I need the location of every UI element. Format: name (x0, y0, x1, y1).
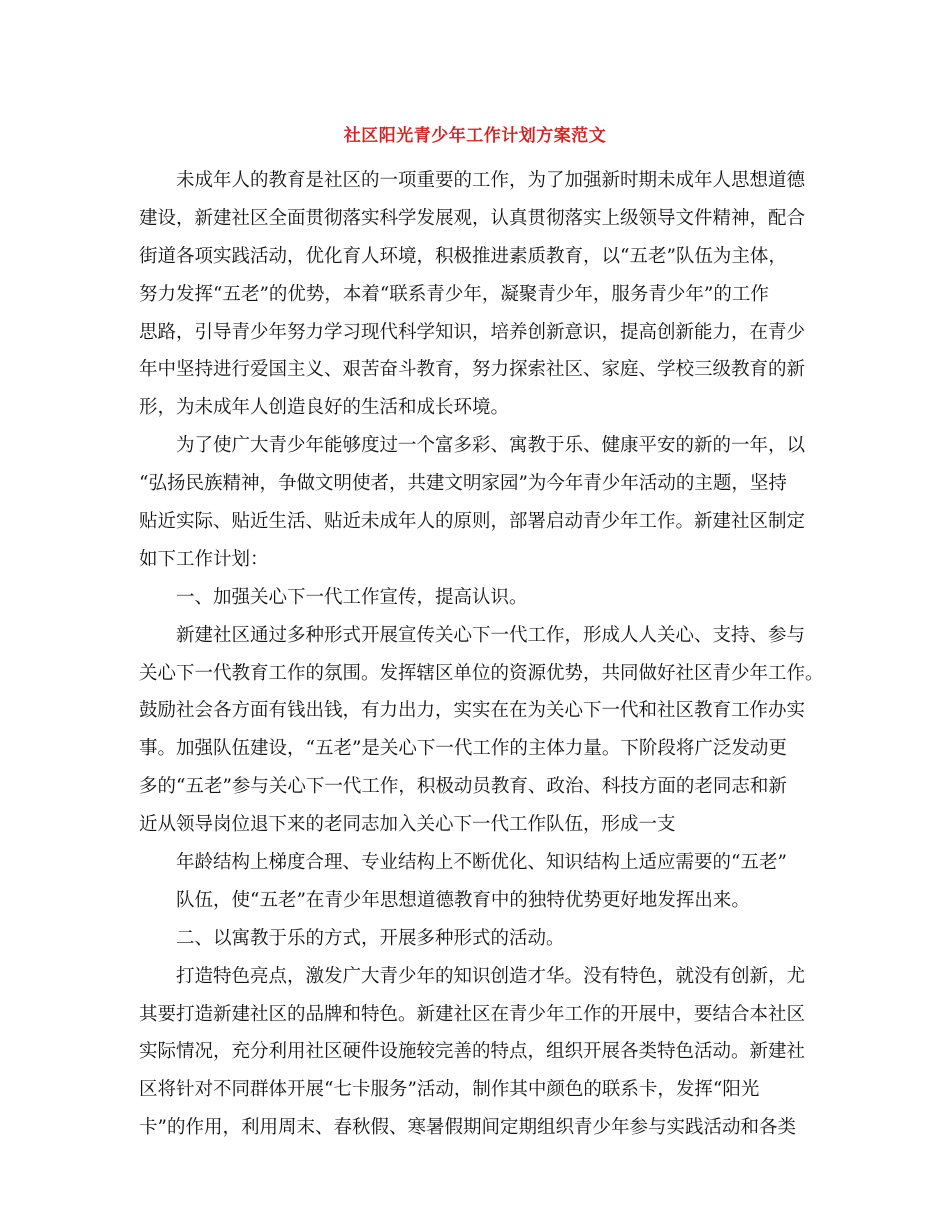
text-line: 未成年人的教育是社区的一项重要的工作，为了加强新时期未成年人思想道德 (176, 170, 806, 191)
text-line: 新建社区通过多种形式开展宣传关心下一代工作，形成人人关心、支持、参与 (176, 624, 806, 646)
text-line: 努力发挥“五老”的优势，本着“联系青少年，凝聚青少年，服务青少年”的工作 (139, 283, 769, 305)
text-line: 多的“五老”参与关心下一代工作，积极动员教育、政治、科技方面的老同志和新 (139, 776, 787, 798)
text-line: 建设，新建社区全面贯彻落实科学发展观，认真贯彻落实上级领导文件精神，配合 (139, 207, 806, 229)
text-line: 年龄结构上梯度合理、专业结构上不断优化、知识结构上适应需要的“五老” (176, 852, 787, 874)
text-line: 为了使广大青少年能够度过一个富多彩、寓教于乐、健康平安的新的一年，以 (176, 435, 806, 457)
text-line: “弘扬民族精神，争做文明使者，共建文明家园”为今年青少年活动的主题，坚持 (139, 473, 787, 495)
text-line: 街道各项实践活动，优化育人环境，积极推进素质教育，以“五老”队伍为主体， (139, 245, 787, 267)
text-line: 思路，引导青少年努力学习现代科学知识，培养创新意识，提高创新能力，在青少 (139, 321, 806, 343)
text-line: 事。加强队伍建设，“五老”是关心下一代工作的主体力量。下阶段将广泛发动更 (139, 738, 787, 760)
text-line: 卡”的作用，利用周末、春秋假、寒暑假期间定期组织青少年参与实践活动和各类 (139, 1117, 796, 1139)
text-line: 打造特色亮点，激发广大青少年的知识创造才华。没有特色，就没有创新，尤 (176, 965, 806, 987)
text-line: 鼓励社会各方面有钱出钱，有力出力，实实在在为关心下一代和社区教育工作办实 (139, 700, 806, 722)
text-line: 二、以寓教于乐的方式，开展多种形式的活动。 (176, 927, 565, 949)
document-body (139, 162, 824, 1147)
text-line: 近从领导岗位退下来的老同志加入关心下一代工作队伍，形成一支 (139, 814, 676, 836)
text-line: 如下工作计划： (139, 548, 269, 570)
text-line: 一、加强关心下一代工作宣传，提高认识。 (176, 586, 528, 608)
text-line: 形，为未成年人创造良好的生活和成长环境。 (139, 397, 510, 419)
text-line: 关心下一代教育工作的氛围。发挥辖区单位的资源优势，共同做好社区青少年工作。 (139, 662, 824, 684)
text-line: 队伍，使“五老”在青少年思想道德教育中的独特优势更好地发挥出来。 (176, 889, 750, 911)
text-line: 区将针对不同群体开展“七卡服务”活动，制作其中颜色的联系卡，发挥“阳光 (139, 1079, 760, 1101)
document-title: 社区阳光青少年工作计划方案范文 (343, 126, 607, 146)
text-line: 贴近实际、贴近生活、贴近未成年人的原则，部署启动青少年工作。新建社区制定 (139, 511, 806, 533)
text-line: 年中坚持进行爱国主义、艰苦奋斗教育，努力探索社区、家庭、学校三级教育的新 (139, 359, 806, 381)
text-line: 实际情况，充分利用社区硬件设施较完善的特点，组织开展各类特色活动。新建社 (139, 1041, 806, 1063)
text-line: 其要打造新建社区的品牌和特色。新建社区在青少年工作的开展中，要结合本社区 (139, 1003, 806, 1025)
